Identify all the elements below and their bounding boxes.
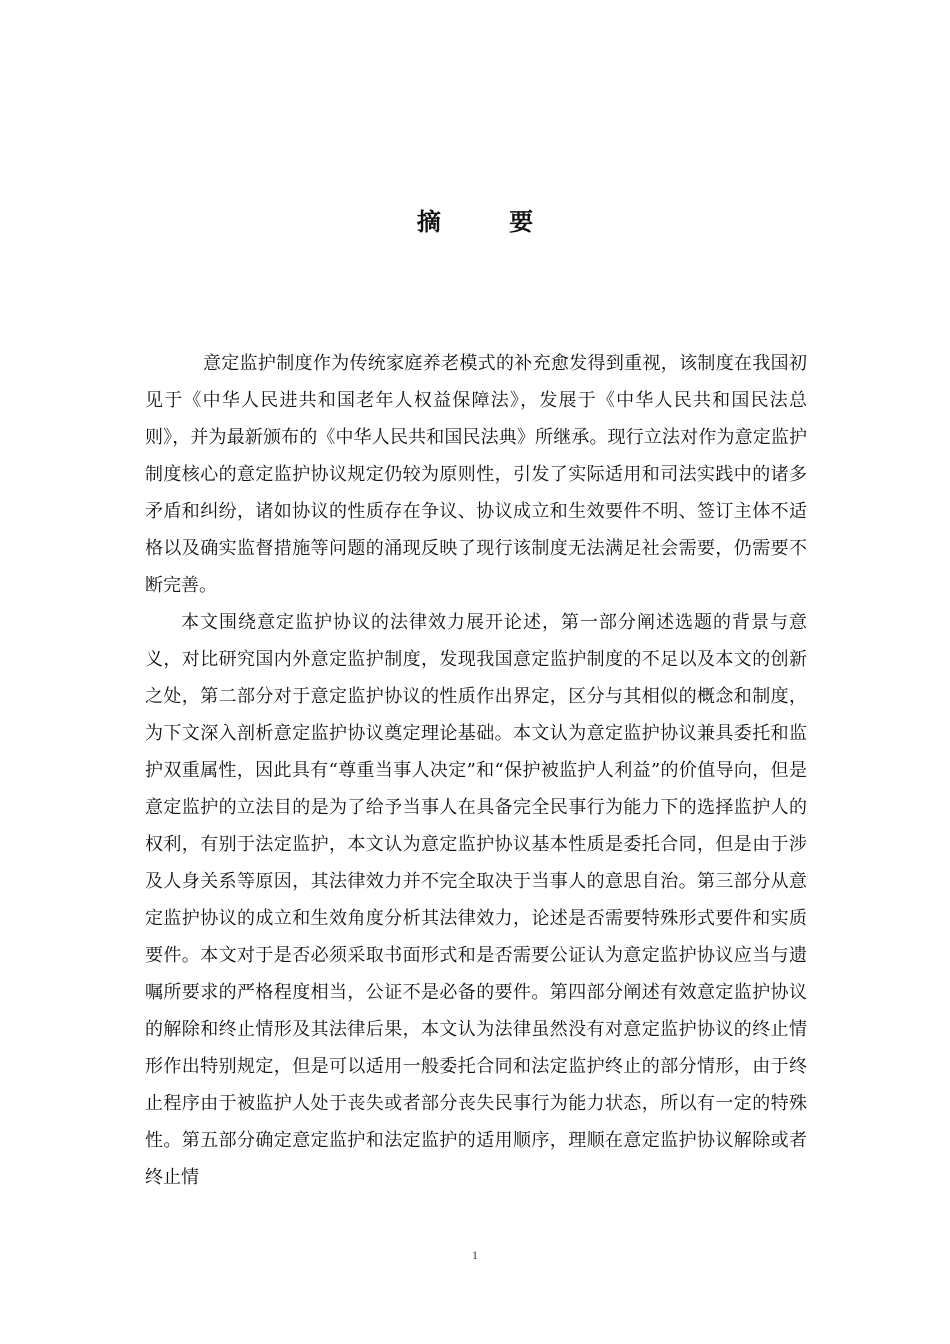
abstract-body bbox=[145, 345, 807, 1196]
paragraph-1: 意定监护制度作为传统家庭养老模式的补充愈发得到重视，该制度在我国初见于《中华人民进共和国老年人权益保障法》，发展于《中华人民共和国民法总则》，并为最新颁布的《中华人民共和国民法典》所继承。现行立法对作为意定监护制度核心的意定监护协议规定仍较为原则性，引发了实际适用和司法实践中的诸多矛盾和纠纷，诸如协议的性质存在争议、协议成立和生效要件不明、签订主体不适格以及确实监督措施等问题的涌现反映了现行该制度无法满足社会需要，仍需要不断完善。 bbox=[145, 353, 807, 596]
paragraph-2: 本文围绕意定监护协议的法律效力展开论述，第一部分阐述选题的背景与意义，对比研究国内外意定监护制度，发现我国意定监护制度的不足以及本文的创新之处，第二部分对于意定监护协议的性质作出界定，区分与其相似的概念和制度，为下文深入剖析意定监护协议奠定理论基础。本文认为意定监护协议兼具委托和监护双重属性，因此具有“尊重当事人决定”和“保护被监护人利益”的价值导向，但是意定监护的立法目的是为了给予当事人在具备完全民事行为能力下的选择监护人的权利，有别于法定监护，本文认为意定监护协议基本性质是委托合同，但是由于涉及人身关系等原因，其法律效力并不完全取决于当事人的意思自治。第三部分从意定监护协议的成立和生效角度分析其法律效力，论述是否需要特殊形式要件和实质要件。本文对于是否必须采取书面形式和是否需要公证认为意定监护协议应当与遗嘱所要求的严格程度相当，公证不是必备的要件。第四部分阐述有效意定监护协议的解除和终止情形及其法律后果，本文认为法律虽然没有对意定监护协议的终止情形作出特别规定，但是可以适用一般委托合同和法定监护终止的部分情形，由于终止程序由于被监护人处于丧失或者部分丧失民事行为能力状态，所以有一定的特殊性。第五部分确定意定监护和法定监护的适用顺序，理顺在意定监护协议解除或者终止情 bbox=[145, 612, 807, 1188]
page-number: 1 bbox=[472, 1248, 478, 1262]
page-title: 摘 要 bbox=[416, 208, 564, 236]
